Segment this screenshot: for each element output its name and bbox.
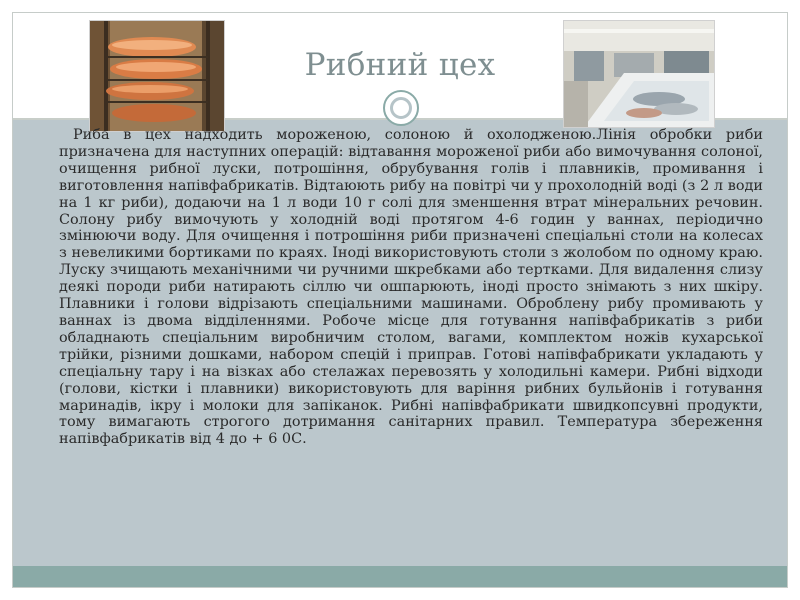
slide-title: Рибний цех [304,47,496,83]
slide [12,12,788,588]
circle-ornament-inner [390,97,412,119]
slide-body-text: Риба в цех надходить мороженою, солоною й охолодженою.Лінія обробки риби призначена для наступних операцій: відтавання мороженої риби або вимочування солоної, очищення рибної луски, потрошіння, обрубування голів і плавників, промивання і виготовлення напівфабрикатів. Відтаюють рибу на повітрі чи у прохолодній воді (з 2 л води на 1 кг риби), додаючи на 1 л води 10 г солі для зменшення втрат мінеральних речовин. Солону рибу вимочують у холодній воді протягом 4-6 годин у ваннах, періодично змінюючи воду. Для очищення і потрошіння риби призначені спеціальні столи на колесах з невеликими бортиками по краях. Іноді використовують столи з жолобом по одному краю. Луску зчищають механічними чи ручними шкребками або тертками. Для видалення слизу деякі породи риби натирають сіллю чи ошпарюють, іноді просто знімають з них шкіру. Плавники і голови відрізають спеціальними машинами. Оброблену рибу промивають у ваннах із двома відділеннями. Робоче місце для готування напівфабрикатів з риби обладнають спеціальним виробничим столом, вагами, комплектом ножів кухарської трійки, різними дошками, набором спецій і приправ. Готові напівфабрикати укладають у спеціальну тару і на візках або стелажах перевозять у холодильні камери. Рибні відходи (голови, кістки і плавники) використовують для варіння рибних бульйонів і готування маринадів, ікру і молоки для запіканок. Рибні напівфабрикати швидкопсувні продукти, тому вимагають строгого дотримання санітарних правил. Температура збереження напівфабрикатів від 4 до + 6 0С. [59,127,763,448]
circle-ornament-icon [383,90,419,126]
footer-bar [13,566,787,587]
